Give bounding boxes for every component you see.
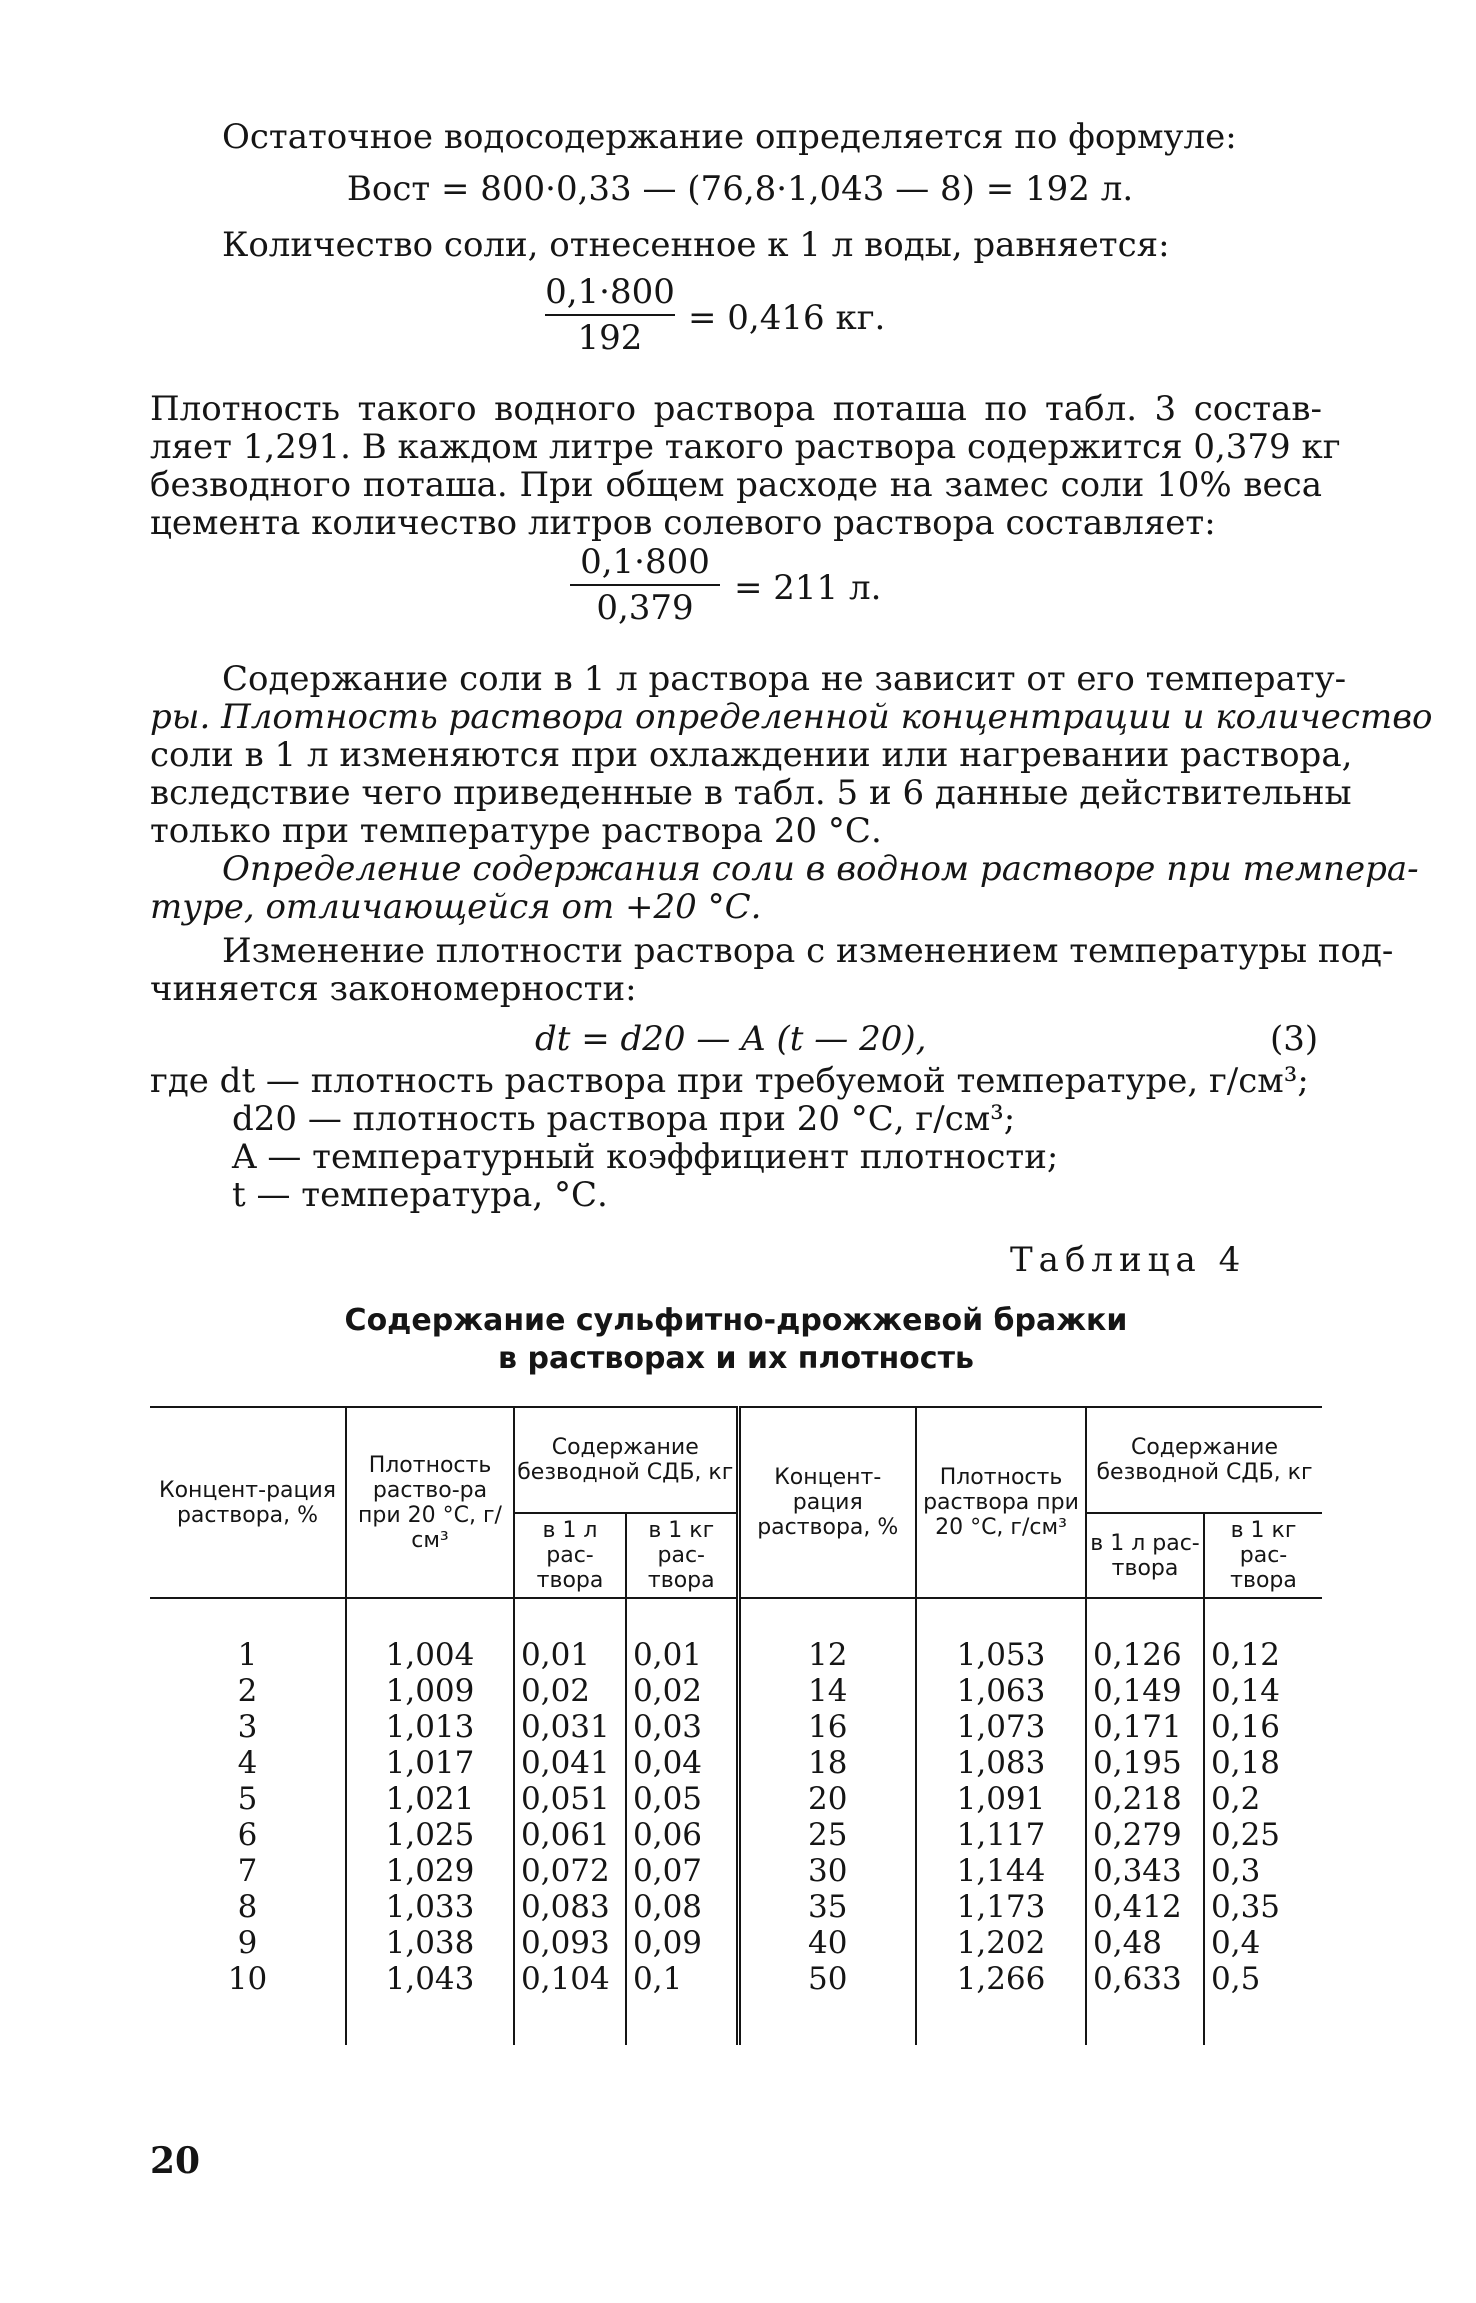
- table-cell-right-conc: 14: [738, 1673, 916, 1709]
- table-cell-right-per-l: 0,343: [1086, 1853, 1204, 1889]
- table-cell-left-dens: 1,043: [346, 1961, 514, 2045]
- table-caption: [150, 1302, 1322, 1378]
- formula-residual-water: Bост = 800·0,33 — (76,8·1,043 — 8) = 192 л.: [346, 169, 1134, 209]
- table-cell-right-per-l: 0,48: [1086, 1925, 1204, 1961]
- fraction-denominator: 192: [577, 318, 643, 358]
- fraction-denominator: 0,379: [596, 588, 694, 628]
- where-line: где dt — плотность раствора при требуемой температуре, г/см³;: [150, 1061, 1309, 1101]
- fraction-solution-liters: [570, 542, 720, 628]
- density-table: [150, 1406, 1322, 2045]
- fraction-result: = 211 л.: [734, 568, 882, 608]
- table-cell-left-conc: 9: [150, 1925, 346, 1961]
- table-cell-right-dens: 1,144: [916, 1853, 1086, 1889]
- text-line: Плотность такого водного раствора поташа по табл. 3 состав-: [150, 389, 1322, 429]
- fraction-numerator: 0,1·800: [580, 542, 710, 582]
- table-cell-right-per-kg: 0,2: [1211, 1781, 1261, 1817]
- table-row: [150, 1853, 1322, 1889]
- table-cell-left-per-l: 0,093: [514, 1925, 626, 1961]
- table-cell-left-conc: 2: [150, 1673, 346, 1709]
- header-per-kg: в 1 кг рас-твора: [1204, 1513, 1322, 1598]
- where-line: A — температурный коэффициент плотности;: [232, 1137, 1059, 1177]
- table-cell-right-dens: 1,073: [916, 1709, 1086, 1745]
- fraction-salt-per-liter: [545, 272, 675, 358]
- table-cell-right-dens: 1,091: [916, 1781, 1086, 1817]
- table-row: [150, 1817, 1322, 1853]
- table-cell-left-per-kg: 0,03: [626, 1709, 738, 1745]
- text-line: Количество соли, отнесенное к 1 л воды, равняется:: [222, 225, 1170, 265]
- table-cell-left-dens: 1,013: [346, 1709, 514, 1745]
- table-cell-left-per-l: 0,104: [514, 1961, 626, 2045]
- table-cell-left-conc: 1: [150, 1598, 346, 1673]
- table-row: [150, 1745, 1322, 1781]
- text-line: ры. Плотность раствора определенной концентрации и количество: [150, 697, 1433, 737]
- table-cell-left-conc: 7: [150, 1853, 346, 1889]
- table-cell-left-per-l: 0,061: [514, 1817, 626, 1853]
- text-line: ляет 1,291. В каждом литре такого раствора содержится 0,379 кг: [150, 427, 1341, 467]
- table-cell-left-per-kg: 0,09: [626, 1925, 738, 1961]
- table-cell-right-conc: 30: [738, 1853, 916, 1889]
- table-cell-right-per-l: 0,171: [1086, 1709, 1204, 1745]
- table-cell-right-per-l: 0,633: [1086, 1961, 1204, 2045]
- table-cell-left-dens: 1,033: [346, 1889, 514, 1925]
- table-row: [150, 1709, 1322, 1745]
- table-row: [150, 1889, 1322, 1925]
- table-cell-left-per-kg: 0,1: [626, 1961, 738, 2045]
- text-line: Изменение плотности раствора с изменением температуры под-: [222, 931, 1394, 971]
- table-cell-right-per-l: 0,279: [1086, 1817, 1204, 1853]
- table-cell-right-per-kg: 0,18: [1211, 1745, 1281, 1781]
- table-cell-right-per-kg: 0,35: [1211, 1889, 1281, 1925]
- table-cell-left-dens: 1,009: [346, 1673, 514, 1709]
- table-row: [150, 1925, 1322, 1961]
- table-cell-left-per-l: 0,083: [514, 1889, 626, 1925]
- table-cell-right-per-l: 0,126: [1086, 1598, 1204, 1673]
- text-line: цемента количество литров солевого раствора составляет:: [150, 503, 1216, 543]
- table-cell-right-per-l: 0,149: [1086, 1673, 1204, 1709]
- page-number: 20: [150, 2140, 201, 2182]
- text-line: только при температуре раствора 20 °С.: [150, 811, 882, 851]
- where-line: t — температура, °С.: [232, 1175, 608, 1215]
- header-content: Содержание безводной СДБ, кг: [514, 1407, 738, 1513]
- table-cell-left-per-kg: 0,04: [626, 1745, 738, 1781]
- table-cell-right-conc: 35: [738, 1889, 916, 1925]
- table-cell-right-conc: 50: [738, 1961, 916, 2045]
- table-cell-left-per-l: 0,01: [514, 1598, 626, 1673]
- table-cell-right-per-kg: 0,16: [1211, 1709, 1281, 1745]
- table-cell-right-per-l: 0,218: [1086, 1781, 1204, 1817]
- header-per-liter: в 1 л рас-твора: [514, 1513, 626, 1598]
- text-line: соли в 1 л изменяются при охлаждении или нагревании раствора,: [150, 735, 1353, 775]
- table-cell-right-conc: 18: [738, 1745, 916, 1781]
- text-line: Остаточное водосодержание определяется по формуле:: [222, 117, 1237, 157]
- text-line: вследствие чего приведенные в табл. 5 и 6 данные действительны: [150, 773, 1352, 813]
- caption-line: в растворах и их плотность: [498, 1341, 974, 1376]
- table-cell-right-per-l: 0,195: [1086, 1745, 1204, 1781]
- table-cell-left-conc: 10: [150, 1961, 346, 2045]
- table-cell-right-per-kg: 0,25: [1211, 1817, 1281, 1853]
- table-cell-right-dens: 1,063: [916, 1673, 1086, 1709]
- table-cell-right-conc: 25: [738, 1817, 916, 1853]
- header-concentration: Концент-рация раствора, %: [738, 1407, 916, 1598]
- table-cell-left-per-l: 0,072: [514, 1853, 626, 1889]
- table-cell-right-conc: 12: [738, 1598, 916, 1673]
- table-cell-left-per-l: 0,051: [514, 1781, 626, 1817]
- table-cell-right-per-kg: 0,5: [1211, 1961, 1261, 1997]
- table-cell-left-conc: 6: [150, 1817, 346, 1853]
- table-cell-left-conc: 3: [150, 1709, 346, 1745]
- header-concentration: Концент-рация раствора, %: [150, 1407, 346, 1598]
- caption-line: Содержание сульфитно-дрожжевой бражки: [344, 1303, 1128, 1338]
- table-row: [150, 1673, 1322, 1709]
- table-cell-left-dens: 1,038: [346, 1925, 514, 1961]
- table-cell-right-dens: 1,202: [916, 1925, 1086, 1961]
- table-cell-right-dens: 1,083: [916, 1745, 1086, 1781]
- table-cell-left-per-kg: 0,02: [626, 1673, 738, 1709]
- header-density: Плотность раствора при 20 °С, г/см³: [916, 1407, 1086, 1598]
- table-row: [150, 1598, 1322, 1673]
- formula-density: dt = d20 — A (t — 20),: [535, 1019, 927, 1059]
- text-line: чиняется закономерности:: [150, 969, 637, 1009]
- table-cell-right-per-kg: 0,12: [1211, 1637, 1281, 1673]
- table-cell-left-dens: 1,017: [346, 1745, 514, 1781]
- table-cell-left-dens: 1,004: [346, 1598, 514, 1673]
- table-cell-left-per-kg: 0,08: [626, 1889, 738, 1925]
- table-cell-left-per-kg: 0,05: [626, 1781, 738, 1817]
- fraction-result: = 0,416 кг.: [688, 298, 886, 338]
- table-cell-right-conc: 20: [738, 1781, 916, 1817]
- table-cell-left-per-kg: 0,07: [626, 1853, 738, 1889]
- table-cell-left-per-l: 0,031: [514, 1709, 626, 1745]
- table-cell-left-conc: 8: [150, 1889, 346, 1925]
- table-cell-left-dens: 1,029: [346, 1853, 514, 1889]
- table-cell-left-conc: 4: [150, 1745, 346, 1781]
- table-cell-left-dens: 1,021: [346, 1781, 514, 1817]
- table-cell-right-per-kg: 0,14: [1211, 1673, 1281, 1709]
- text-line: безводного поташа. При общем расходе на замес соли 10% веса: [150, 465, 1322, 505]
- table-cell-right-per-kg: 0,3: [1211, 1853, 1261, 1889]
- where-line: d20 — плотность раствора при 20 °С, г/см³;: [232, 1099, 1016, 1139]
- table-cell-right-dens: 1,053: [916, 1598, 1086, 1673]
- table-cell-right-per-kg: 0,4: [1211, 1925, 1261, 1961]
- header-per-liter: в 1 л рас-твора: [1086, 1513, 1204, 1598]
- table-cell-left-per-kg: 0,06: [626, 1817, 738, 1853]
- fraction-numerator: 0,1·800: [545, 272, 675, 312]
- table-cell-left-dens: 1,025: [346, 1817, 514, 1853]
- table-cell-left-per-l: 0,02: [514, 1673, 626, 1709]
- table-cell-right-conc: 40: [738, 1925, 916, 1961]
- table-cell-right-dens: 1,173: [916, 1889, 1086, 1925]
- table-cell-right-per-l: 0,412: [1086, 1889, 1204, 1925]
- header-per-kg: в 1 кг рас-твора: [626, 1513, 738, 1598]
- italic-heading: Определение содержания соли в водном растворе при темпера-: [222, 849, 1419, 889]
- table-cell-right-dens: 1,266: [916, 1961, 1086, 2045]
- table-cell-left-per-l: 0,041: [514, 1745, 626, 1781]
- header-content: Содержание безводной СДБ, кг: [1096, 1435, 1313, 1485]
- table-cell-right-conc: 16: [738, 1709, 916, 1745]
- table-row: [150, 1781, 1322, 1817]
- formula-number: (3): [1270, 1019, 1319, 1059]
- table-cell-right-dens: 1,117: [916, 1817, 1086, 1853]
- italic-heading: туре, отличающейся от +20 °С.: [150, 887, 762, 927]
- text-line: Содержание соли в 1 л раствора не зависит от его температу-: [222, 659, 1347, 699]
- header-density: Плотность раство-ра при 20 °С, г/см³: [346, 1407, 514, 1598]
- table-row: [150, 1961, 1322, 2045]
- table-cell-left-per-kg: 0,01: [626, 1598, 738, 1673]
- table-cell-left-conc: 5: [150, 1781, 346, 1817]
- table-label: Таблица 4: [1010, 1240, 1247, 1280]
